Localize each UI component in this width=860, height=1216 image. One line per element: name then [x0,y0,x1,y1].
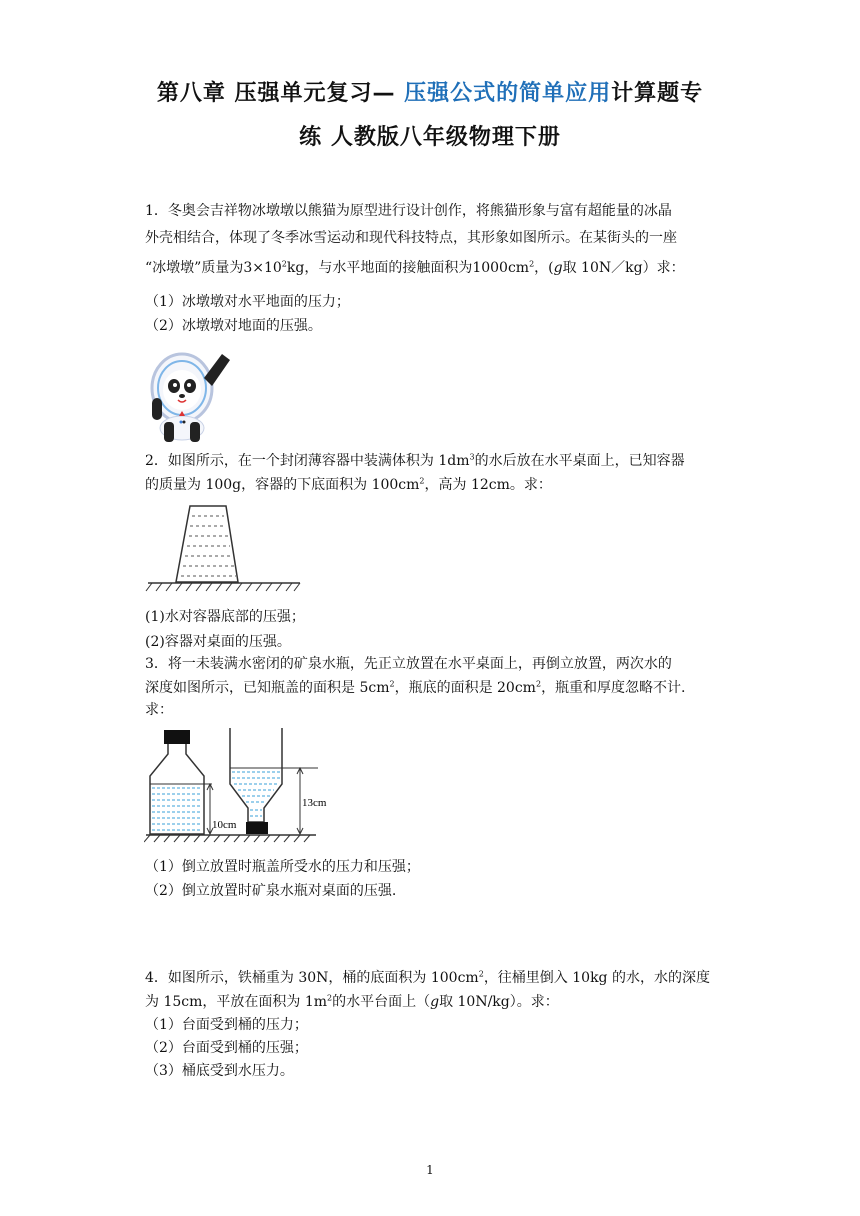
q4-sub-question-3: （3）桶底受到水压力。 [145,1063,294,1079]
q1-text-line-1: 1．冬奥会吉祥物冰墩墩以熊猫为原型进行设计创作，将熊猫形象与富有超能量的冰晶 [145,203,672,219]
page-title-line-2: 练 人教版八年级物理下册 [299,125,561,150]
q3-text-line-2: 深度如图所示，已知瓶盖的面积是 $5cm^2$，瓶底的面积是 $20cm^2$，瓶重和厚度忽略不计. [145,679,686,696]
q2-text-line-1: 2．如图所示，在一个封闭薄容器中装满体积为 $1dm^3$的水后放在水平桌面上，已知容器 [145,452,685,469]
q4-sub-question-1: （1）台面受到桶的压力； [145,1017,308,1033]
panda-mascot-figure [144,336,244,446]
page-number: 1 [426,1163,434,1177]
q2-text-line-2: 的质量为 100g，容器的下底面积为 $100cm^2$，高为 12cm。求： [145,476,552,493]
q3-sub-question-2: （2）倒立放置时矿泉水瓶对桌面的压强. [145,883,397,899]
q3-sub-question-1: （1）倒立放置时瓶盖所受水的压力和压强； [145,859,420,875]
q2-container-figure [144,500,304,596]
q1-sub-question-2: （2）冰墩墩对地面的压强。 [145,318,322,334]
q3-bottles-figure [144,724,344,848]
title-highlight: 压强公式的简单应用 [404,81,612,106]
q3-text-line-3: 求： [145,702,173,718]
q3-label-13cm: 13cm [302,797,327,809]
q4-text-line-2: 为 15cm，平放在面积为 $1m^2$的水平台面上（g取 10N/kg）。求： [145,993,559,1010]
q4-sub-question-2: （2）台面受到桶的压强； [145,1040,308,1056]
q4-text-line-1: 4．如图所示，铁桶重为 30N，桶的底面积为 $100cm^2$，往桶里倒入 10kg 的水，水的深度 [145,969,710,986]
q2-sub-question-1: (1)水对容器底部的压强； [145,609,305,625]
q1-text-line-2: 外壳相结合，体现了冬季冰雪运动和现代科技特点，其形象如图所示。在某街头的一座 [145,230,677,246]
q1-sub-question-1: （1）冰墩墩对水平地面的压力； [145,294,350,310]
upright-bottle-cap [164,730,190,744]
q1-text-line-3: “冰墩墩”质量为$3\times 10^2kg$，与水平地面的接触面积为$1000cm^2$，(g取 10N／kg）求： [145,259,685,276]
q3-text-line-1: 3．将一未装满水密闭的矿泉水瓶，先正立放置在水平桌面上，再倒立放置，两次水的 [145,656,672,672]
q3-label-10cm: 10cm [212,819,237,831]
inverted-bottle-cap [246,822,268,834]
q2-sub-question-2: (2)容器对桌面的压强。 [145,634,291,650]
page-title-line-1: 第八章 压强单元复习— 压强公式的简单应用计算题专 [156,81,704,106]
